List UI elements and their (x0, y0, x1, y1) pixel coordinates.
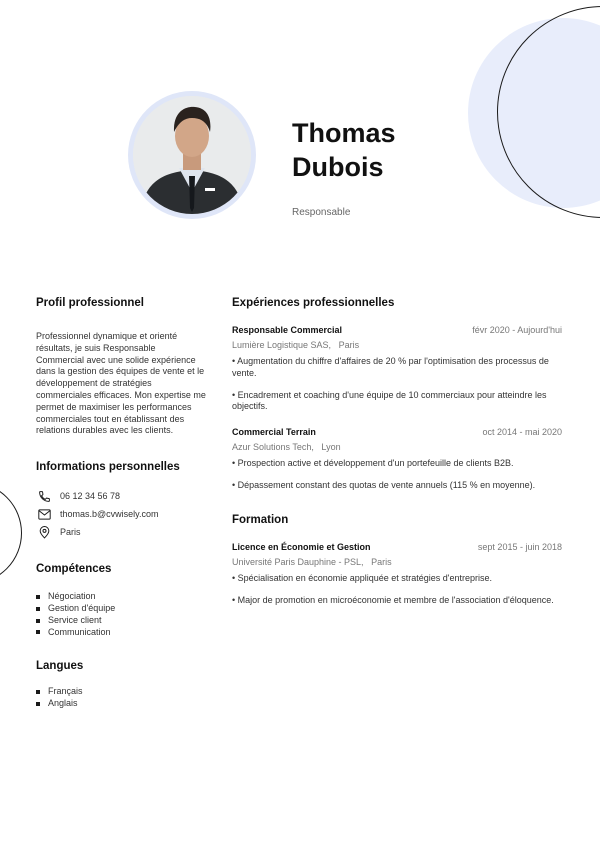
list-item: Service client (36, 615, 206, 627)
last-name: Dubois (292, 152, 384, 182)
decorative-circle-outline-left (0, 482, 22, 584)
profile-heading: Profil professionnel (36, 297, 144, 309)
job-entry (232, 427, 562, 492)
job-bullet: • Encadrement et coaching d'une équipe de 10 commerciaux pour atteindre les objectifs. (232, 389, 547, 412)
location-icon (36, 525, 52, 539)
job-bullet: • Prospection active et développement d'un portefeuille de clients B2B. (232, 458, 514, 469)
education-bullet: • Spécialisation en économie appliquée et stratégies d'entreprise. (232, 572, 493, 583)
email-value: thomas.b@cvwisely.com (60, 509, 159, 520)
skills-section (36, 563, 206, 638)
profile-photo (133, 96, 251, 214)
right-column (232, 297, 562, 606)
profile-text: Professionnel dynamique et orienté résultats, je suis Responsable Commercial avec une solide expérience dans la gestion des équipes de vente et le développement de stratégies commerciales efficaces. Mon expertise me permet de maximiser les performances commerciales tout en établissant des relations durables avec les clients. (36, 331, 206, 436)
education-bullet: • Major de promotion en microéconomie et membre de l'association d'éloquence. (232, 594, 554, 605)
job-entry-title: Responsable Commercial (232, 325, 343, 335)
city-value: Paris (60, 527, 81, 538)
education-entry-title: Licence en Économie et Gestion (232, 541, 371, 552)
info-phone (36, 487, 206, 505)
phone-icon (36, 489, 52, 503)
education-entry-school: Université Paris Dauphine - PSL, (232, 556, 364, 567)
job-bullet: • Dépassement constant des quotas de vente annuels (115 % en moyenne). (232, 479, 536, 490)
job-entry-dates: oct 2014 - mai 2020 (482, 427, 562, 438)
job-entry-dates: févr 2020 - Aujourd'hui (472, 325, 562, 335)
job-bullet: • Augmentation du chiffre d'affaires de 20 % par l'optimisation des processus de vente. (232, 356, 549, 378)
left-column (36, 297, 206, 710)
job-entry-title: Commercial Terrain (232, 427, 316, 438)
list-item: Français (36, 686, 206, 698)
education-entry-city: Paris (371, 556, 392, 567)
list-item: Gestion d'équipe (36, 603, 206, 615)
info-city (36, 523, 206, 541)
list-item: Communication (36, 627, 206, 639)
job-entry-company-line (232, 340, 562, 350)
phone-value: 06 12 34 56 78 (60, 491, 121, 502)
languages-list (36, 686, 206, 710)
job-entry-company-line (232, 442, 562, 452)
languages-heading: Langues (36, 660, 84, 673)
info-email (36, 505, 206, 523)
education-entry-dates: sept 2015 - juin 2018 (477, 541, 562, 552)
first-name: Thomas (292, 118, 396, 148)
job-entry (232, 325, 562, 413)
list-item: Anglais (36, 698, 206, 710)
education-entry (232, 542, 562, 607)
education-heading: Formation (232, 513, 289, 526)
job-title: Responsable (292, 207, 351, 218)
experience-heading: Expériences professionnelles (232, 297, 395, 309)
job-entry-company: Lumière Logistique SAS, (232, 340, 332, 350)
education-entry-school-line (232, 557, 562, 567)
languages-section (36, 660, 206, 710)
job-entry-city: Paris (338, 340, 360, 350)
info-section (36, 461, 206, 541)
info-heading: Informations personnelles (36, 461, 180, 474)
job-entry-city: Lyon (321, 442, 341, 453)
job-entry-company: Azur Solutions Tech, (232, 442, 314, 453)
list-item: Négociation (36, 591, 206, 603)
skills-heading: Compétences (36, 563, 112, 576)
mail-icon (36, 507, 52, 521)
candidate-name (292, 116, 396, 184)
skills-list (36, 591, 206, 638)
